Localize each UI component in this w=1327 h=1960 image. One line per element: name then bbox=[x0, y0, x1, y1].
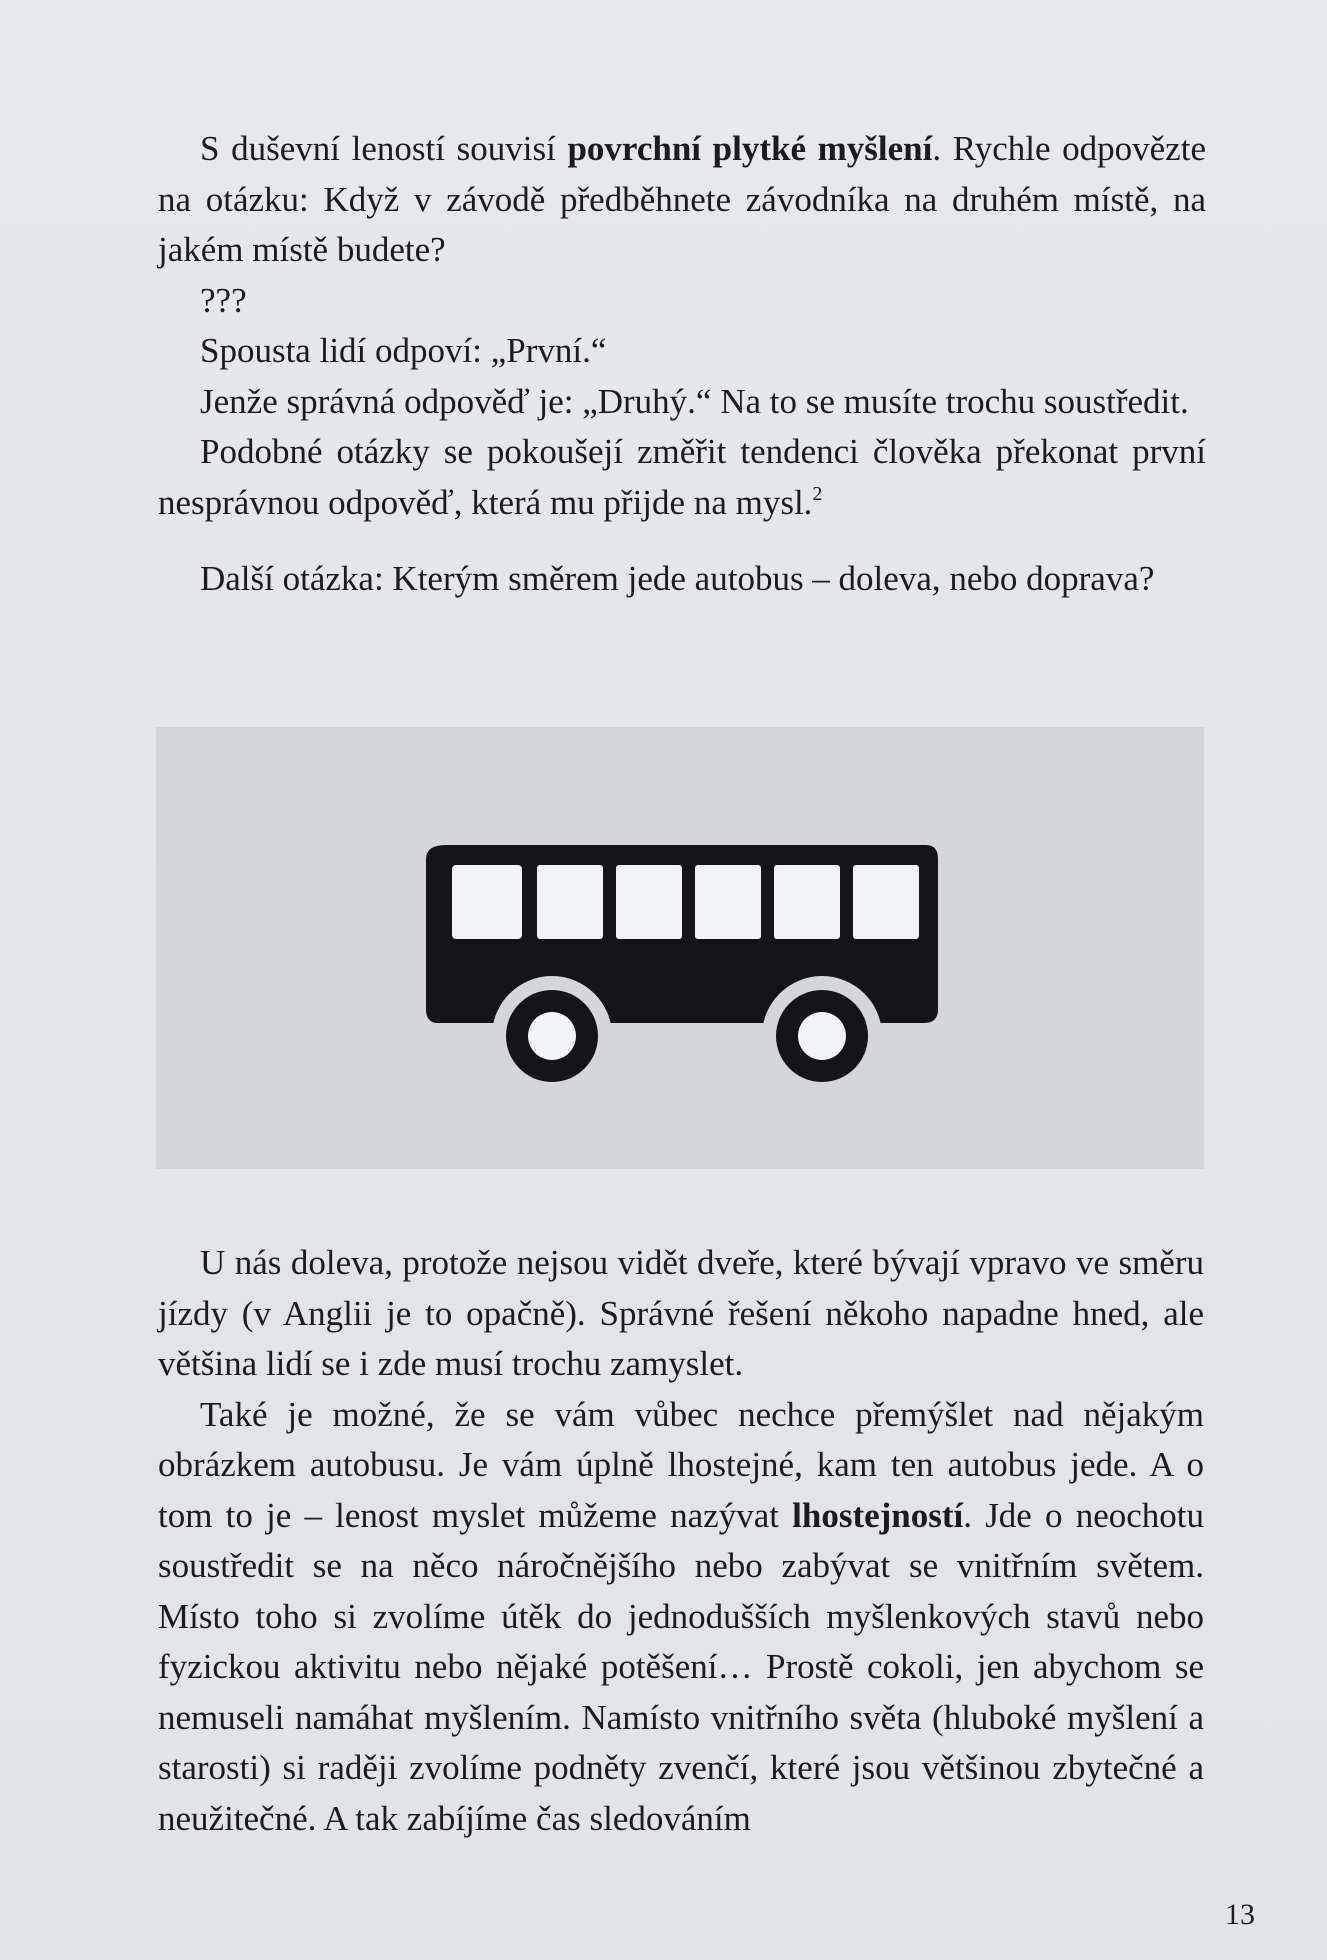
text-run: Podobné otázky se pokoušejí změřit tendenci člověka překonat první nesprávnou odpověď, která mu přijde na mysl. bbox=[158, 432, 1206, 522]
bold-term: povrchní plytké myšlení bbox=[567, 129, 933, 168]
bus-figure bbox=[156, 727, 1204, 1169]
bold-term: lhostejností bbox=[792, 1495, 964, 1535]
text-run: Další otázka: Kterým směrem jede autobus – doleva, nebo doprava? bbox=[200, 559, 1155, 598]
text-block-top bbox=[158, 124, 1206, 605]
footnote-marker: 2 bbox=[812, 482, 823, 505]
text-run: . Jde o neochotu soustředit se na něco náročnějšího nebo zabývat se vnitřním světem. Místo toho si zvolíme útěk do jednodušších myšlenkových stavů nebo fyzickou aktivitu nebo nějaké potěšení… Prostě cokoli, jen abychom se nemuseli namáhat myšlením. Namísto vnitřního světa (hluboké myšlení a starosti) si raději zvolíme podněty zvenčí, které jsou většinou zbytečné a neužitečné. A tak zabíjíme čas sledováním bbox=[158, 1495, 1204, 1838]
page-number: 13 bbox=[1225, 1898, 1255, 1931]
paragraph bbox=[158, 1238, 1204, 1390]
text-run: S duševní leností souvisí bbox=[200, 129, 568, 168]
paragraph bbox=[158, 326, 1206, 377]
bus-icon bbox=[156, 727, 1204, 1169]
paragraph bbox=[158, 276, 1206, 327]
text-run: ??? bbox=[200, 280, 247, 320]
paragraph bbox=[158, 427, 1206, 528]
text-run: . Rychle odpovězte na otázku: Když v závodě předběhnete závodníka na druhém místě, na jakém místě budete? bbox=[158, 129, 1206, 269]
text-run: Jenže správná odpověď je: „Druhý.“ Na to se musíte trochu soustředit. bbox=[200, 381, 1189, 421]
text-run: Také je možné, že se vám vůbec nechce přemýšlet nad nějakým obrázkem autobusu. Je vám úplně lhostejné, kam ten autobus jede. A o tom to je – lenost myslet můžeme nazývat bbox=[158, 1394, 1204, 1535]
paragraph bbox=[158, 554, 1206, 605]
text-run: U nás doleva, protože nejsou vidět dveře, které bývají vpravo ve směru jízdy (v Anglii je to opačně). Správné řešení někoho napadne hned, ale většina lidí se i zde musí trochu zamyslet. bbox=[158, 1243, 1204, 1383]
paragraph bbox=[158, 1390, 1204, 1845]
text-block-bottom bbox=[158, 1238, 1204, 1844]
text-run: Spousta lidí odpoví: „První.“ bbox=[200, 331, 607, 370]
paragraph bbox=[158, 377, 1206, 428]
paragraph bbox=[158, 124, 1206, 276]
